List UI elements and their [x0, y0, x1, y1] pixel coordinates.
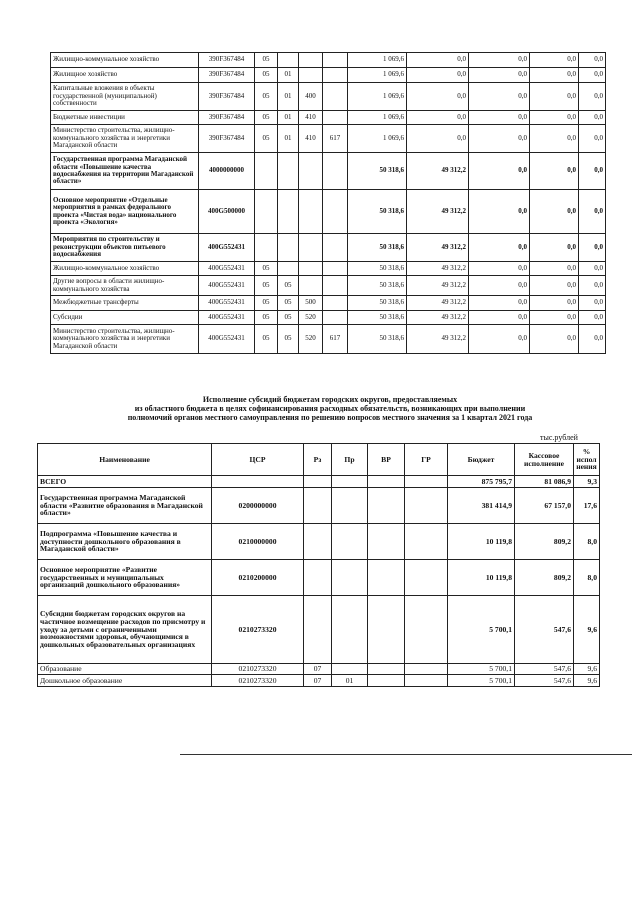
cell-pr [332, 488, 368, 524]
cell-c9: 0,0 [530, 153, 579, 190]
cell-exec: 49 312,2 [407, 325, 469, 354]
cell-vr [299, 190, 323, 234]
cell-pct: 9,3 [574, 476, 600, 488]
cell-budget: 1 069,6 [348, 111, 407, 125]
cell-c9: 0,0 [530, 68, 579, 83]
cell-name: Жилищно-коммунальное хозяйство [51, 262, 199, 276]
cell-c9: 0,0 [530, 296, 579, 311]
cell-exec: 0,0 [407, 111, 469, 125]
cell-csr: 0200000000 [212, 488, 304, 524]
cell-csr: 400G500000 [199, 190, 255, 234]
cell-budget: 50 318,6 [348, 153, 407, 190]
cell-vr: 520 [299, 311, 323, 325]
cell-pct: 9,6 [574, 664, 600, 675]
table-row [51, 68, 606, 83]
cell-rz [304, 596, 332, 664]
cell-c9: 0,0 [530, 83, 579, 111]
table-header-row [38, 444, 600, 476]
cell-pr: 05 [278, 276, 299, 296]
cell-c8: 0,0 [469, 68, 530, 83]
cell-c8: 0,0 [469, 311, 530, 325]
cell-name: Основное мероприятие «Отдельные мероприятия в рамках федерального проекта «Чистая вода» национального проекта «Экология» [51, 190, 199, 234]
cell-vr [368, 524, 405, 560]
cell-pct: 0,0 [579, 234, 606, 262]
cell-vr: 410 [299, 111, 323, 125]
cell-c9: 0,0 [530, 276, 579, 296]
cell-budget: 1 069,6 [348, 53, 407, 68]
cell-exec: 49 312,2 [407, 276, 469, 296]
cell-rz: 07 [304, 675, 332, 687]
cell-vr: 400 [299, 83, 323, 111]
table-row [51, 190, 606, 234]
cell-rz: 05 [255, 111, 278, 125]
cell-name: Основное мероприятие «Развитие государственных и муниципальных организаций дошкольного образования» [38, 560, 212, 596]
cell-csr: 0210273320 [212, 664, 304, 675]
cell-gr: 617 [323, 325, 348, 354]
table-row [51, 296, 606, 311]
header-csr: ЦСР [212, 444, 304, 476]
table-row [51, 262, 606, 276]
cell-name: Министерство строительства, жилищно-коммунального хозяйства и энергетики Магаданской области [51, 125, 199, 153]
cell-rz: 05 [255, 68, 278, 83]
cell-budget: 50 318,6 [348, 262, 407, 276]
cell-pr [332, 560, 368, 596]
footer-divider [180, 754, 632, 755]
cell-name: Капитальные вложения в объекты государственной (муниципальной) собственности [51, 83, 199, 111]
cell-csr [212, 476, 304, 488]
cell-pct: 0,0 [579, 53, 606, 68]
cell-csr: 390F367484 [199, 83, 255, 111]
cell-gr [405, 675, 448, 687]
cell-c9: 0,0 [530, 53, 579, 68]
cell-gr [323, 190, 348, 234]
cell-csr: 0210273320 [212, 596, 304, 664]
cell-gr: 617 [323, 125, 348, 153]
cell-budget: 10 119,8 [448, 560, 515, 596]
cell-c8: 0,0 [469, 153, 530, 190]
cell-c8: 0,0 [469, 276, 530, 296]
cell-gr [405, 596, 448, 664]
cell-pr [278, 262, 299, 276]
cell-budget: 50 318,6 [348, 190, 407, 234]
cell-budget: 1 069,6 [348, 83, 407, 111]
cell-gr [323, 262, 348, 276]
cell-rz [304, 488, 332, 524]
cell-c8: 0,0 [469, 125, 530, 153]
cell-gr [323, 68, 348, 83]
cell-gr [405, 664, 448, 675]
cell-vr [299, 234, 323, 262]
cell-gr [323, 53, 348, 68]
cell-vr [299, 262, 323, 276]
cell-pct: 8,0 [574, 524, 600, 560]
cell-name: Субсидии бюджетам городских округов на частичное возмещение расходов по присмотру и уходу за детьми с ограниченными возможностями здоровья, обучающимися в дошкольных образовательных организациях [38, 596, 212, 664]
cell-pct: 0,0 [579, 153, 606, 190]
cell-rz: 05 [255, 325, 278, 354]
cell-rz: 05 [255, 83, 278, 111]
table-row [38, 664, 600, 675]
table-row [38, 524, 600, 560]
cell-budget: 5 700,1 [448, 664, 515, 675]
table-second [37, 443, 600, 687]
cell-pr: 01 [332, 675, 368, 687]
cell-budget: 381 414,9 [448, 488, 515, 524]
table-row [38, 476, 600, 488]
cell-pr [332, 476, 368, 488]
cell-name: Государственная программа Магаданской области «Развитие образования в Магаданской области» [38, 488, 212, 524]
cell-name: Подпрограмма «Повышение качества и доступности дошкольного образования в Магаданской области» [38, 524, 212, 560]
cell-pct: 17,6 [574, 488, 600, 524]
cell-csr: 400G552431 [199, 311, 255, 325]
cell-exec: 49 312,2 [407, 296, 469, 311]
cell-exec: 547,6 [515, 664, 574, 675]
header-budget: Бюджет [448, 444, 515, 476]
cell-c8: 0,0 [469, 234, 530, 262]
cell-budget: 50 318,6 [348, 325, 407, 354]
cell-pct: 9,6 [574, 596, 600, 664]
cell-csr: 400G552431 [199, 234, 255, 262]
cell-c9: 0,0 [530, 111, 579, 125]
cell-name: Образование [38, 664, 212, 675]
cell-exec: 0,0 [407, 53, 469, 68]
cell-vr [368, 664, 405, 675]
cell-exec: 0,0 [407, 125, 469, 153]
cell-pr: 01 [278, 68, 299, 83]
cell-name: ВСЕГО [38, 476, 212, 488]
caption-line-1: Исполнение субсидий бюджетам городских округов, предоставляемых [202, 395, 458, 404]
table-row [38, 488, 600, 524]
cell-vr: 500 [299, 296, 323, 311]
cell-c9: 0,0 [530, 125, 579, 153]
cell-pr: 05 [278, 296, 299, 311]
cell-budget: 50 318,6 [348, 234, 407, 262]
cell-exec: 49 312,2 [407, 262, 469, 276]
cell-csr: 0210273320 [212, 675, 304, 687]
cell-budget: 10 119,8 [448, 524, 515, 560]
cell-pct: 9,6 [574, 675, 600, 687]
cell-rz [255, 153, 278, 190]
cell-name: Министерство строительства, жилищно-коммунального хозяйства и энергетики Магаданской области [51, 325, 199, 354]
table-row [51, 125, 606, 153]
cell-gr [405, 488, 448, 524]
cell-csr: 400G552431 [199, 325, 255, 354]
table-row [38, 560, 600, 596]
table-row [51, 311, 606, 325]
caption-line-2: из областного бюджета в целях софинансирования расходных обязательств, возникающих при выполнении [134, 404, 526, 414]
table-first-body [51, 53, 606, 354]
cell-c8: 0,0 [469, 83, 530, 111]
cell-csr: 400G552431 [199, 276, 255, 296]
cell-exec: 547,6 [515, 675, 574, 687]
cell-rz: 05 [255, 53, 278, 68]
table-row [38, 675, 600, 687]
cell-name: Межбюджетные трансферты [51, 296, 199, 311]
cell-budget: 875 795,7 [448, 476, 515, 488]
cell-budget: 5 700,1 [448, 596, 515, 664]
table-row [51, 276, 606, 296]
cell-pct: 0,0 [579, 125, 606, 153]
header-rz: Рз [304, 444, 332, 476]
cell-c9: 0,0 [530, 234, 579, 262]
cell-pr: 01 [278, 111, 299, 125]
cell-pct: 0,0 [579, 83, 606, 111]
cell-rz: 05 [255, 296, 278, 311]
cell-gr [323, 276, 348, 296]
cell-csr: 400G552431 [199, 262, 255, 276]
cell-vr [299, 68, 323, 83]
cell-c9: 0,0 [530, 190, 579, 234]
cell-name: Жилищное хозяйство [51, 68, 199, 83]
cell-name: Субсидии [51, 311, 199, 325]
cell-gr [405, 560, 448, 596]
header-gr: ГР [405, 444, 448, 476]
cell-pr: 05 [278, 325, 299, 354]
cell-rz [255, 190, 278, 234]
cell-csr: 390F367484 [199, 68, 255, 83]
cell-vr [368, 488, 405, 524]
cell-rz: 05 [255, 262, 278, 276]
table-first [50, 52, 606, 354]
cell-c8: 0,0 [469, 262, 530, 276]
cell-vr [299, 276, 323, 296]
cell-pct: 0,0 [579, 262, 606, 276]
cell-name: Другие вопросы в области жилищно-коммунального хозяйства [51, 276, 199, 296]
cell-pct: 0,0 [579, 276, 606, 296]
cell-vr [368, 560, 405, 596]
cell-pct: 0,0 [579, 111, 606, 125]
table-second-body [38, 476, 600, 687]
table-row [51, 153, 606, 190]
table-row [51, 325, 606, 354]
cell-rz [304, 560, 332, 596]
cell-pr [332, 524, 368, 560]
cell-vr [368, 476, 405, 488]
cell-vr: 520 [299, 325, 323, 354]
cell-rz [255, 234, 278, 262]
cell-csr: 4000000000 [199, 153, 255, 190]
cell-exec: 809,2 [515, 524, 574, 560]
cell-budget: 50 318,6 [348, 311, 407, 325]
table-caption [60, 395, 600, 423]
cell-csr: 390F367484 [199, 111, 255, 125]
table-row [51, 53, 606, 68]
cell-csr: 0210000000 [212, 524, 304, 560]
cell-budget: 1 069,6 [348, 68, 407, 83]
cell-pr [278, 153, 299, 190]
table-row [51, 234, 606, 262]
cell-gr [323, 83, 348, 111]
cell-c8: 0,0 [469, 190, 530, 234]
cell-vr [299, 53, 323, 68]
cell-pct: 0,0 [579, 68, 606, 83]
table-row [38, 596, 600, 664]
cell-exec: 49 312,2 [407, 190, 469, 234]
cell-exec: 49 312,2 [407, 153, 469, 190]
cell-vr [368, 675, 405, 687]
cell-csr: 400G552431 [199, 296, 255, 311]
header-exec: Кассовое исполнение [515, 444, 574, 476]
cell-pr: 01 [278, 125, 299, 153]
cell-pct: 0,0 [579, 325, 606, 354]
cell-pr [332, 664, 368, 675]
cell-csr: 0210200000 [212, 560, 304, 596]
cell-pr [278, 190, 299, 234]
cell-name: Жилищно-коммунальное хозяйство [51, 53, 199, 68]
cell-c8: 0,0 [469, 53, 530, 68]
cell-gr [323, 311, 348, 325]
cell-exec: 547,6 [515, 596, 574, 664]
cell-vr: 410 [299, 125, 323, 153]
cell-rz: 05 [255, 125, 278, 153]
cell-budget: 5 700,1 [448, 675, 515, 687]
cell-name: Бюджетные инвестиции [51, 111, 199, 125]
cell-c9: 0,0 [530, 325, 579, 354]
cell-rz: 07 [304, 664, 332, 675]
cell-csr: 390F367484 [199, 125, 255, 153]
cell-pr: 05 [278, 311, 299, 325]
caption-line-3: полномочий органов местного самоуправления по решению вопросов местного значения за 1 квартал 2021 года [127, 413, 533, 423]
cell-pct: 8,0 [574, 560, 600, 596]
cell-gr [405, 476, 448, 488]
cell-budget: 1 069,6 [348, 125, 407, 153]
cell-gr [323, 111, 348, 125]
cell-gr [405, 524, 448, 560]
cell-budget: 50 318,6 [348, 276, 407, 296]
cell-name: Государственная программа Магаданской области «Повышение качества водоснабжения на территории Магаданской области» [51, 153, 199, 190]
cell-c8: 0,0 [469, 111, 530, 125]
header-vr: ВР [368, 444, 405, 476]
cell-exec: 67 157,0 [515, 488, 574, 524]
cell-gr [323, 234, 348, 262]
cell-c8: 0,0 [469, 296, 530, 311]
cell-rz: 05 [255, 311, 278, 325]
cell-pr [332, 596, 368, 664]
units-label: тыс.рублей [540, 433, 578, 442]
cell-exec: 49 312,2 [407, 234, 469, 262]
cell-pct: 0,0 [579, 311, 606, 325]
cell-name: Мероприятия по строительству и реконструкции объектов питьевого водоснабжения [51, 234, 199, 262]
cell-pr [278, 53, 299, 68]
cell-rz [304, 524, 332, 560]
cell-name: Дошкольное образование [38, 675, 212, 687]
cell-c8: 0,0 [469, 325, 530, 354]
cell-vr [368, 596, 405, 664]
cell-gr [323, 296, 348, 311]
cell-budget: 50 318,6 [348, 296, 407, 311]
cell-pr: 01 [278, 83, 299, 111]
cell-csr: 390F367484 [199, 53, 255, 68]
cell-exec: 0,0 [407, 68, 469, 83]
cell-pct: 0,0 [579, 190, 606, 234]
cell-c9: 0,0 [530, 311, 579, 325]
cell-rz [304, 476, 332, 488]
cell-gr [323, 153, 348, 190]
header-name: Наименование [38, 444, 212, 476]
table-row [51, 111, 606, 125]
header-pr: Пр [332, 444, 368, 476]
table-row [51, 83, 606, 111]
cell-exec: 0,0 [407, 83, 469, 111]
cell-exec: 49 312,2 [407, 311, 469, 325]
cell-pr [278, 234, 299, 262]
cell-exec: 809,2 [515, 560, 574, 596]
cell-vr [299, 153, 323, 190]
cell-rz: 05 [255, 276, 278, 296]
cell-pct: 0,0 [579, 296, 606, 311]
cell-c9: 0,0 [530, 262, 579, 276]
cell-exec: 81 086,9 [515, 476, 574, 488]
header-pct: % испол нения [574, 444, 600, 476]
